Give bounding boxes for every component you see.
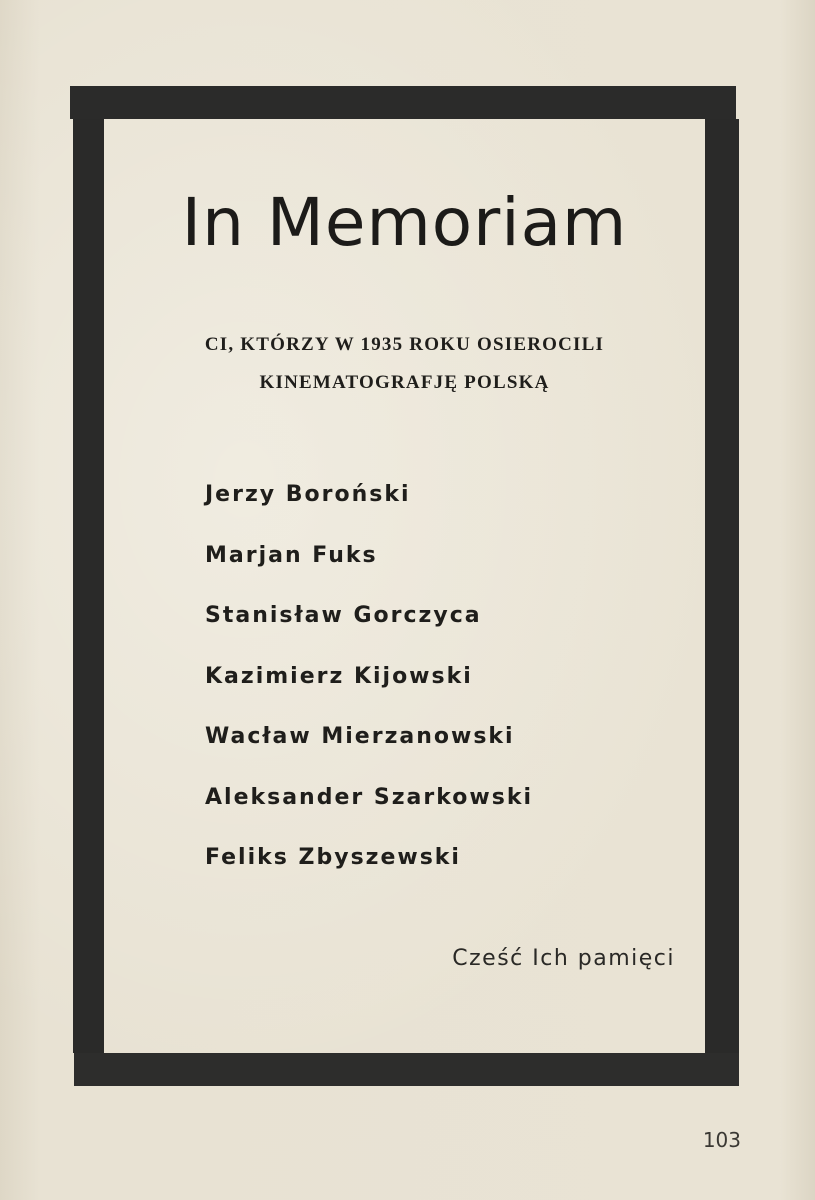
- name-item: Feliks Zbyszewski: [205, 845, 461, 870]
- frame-bottom-border: [74, 1053, 739, 1086]
- frame-right-border: [705, 119, 739, 1053]
- subtitle: [104, 326, 705, 402]
- name-item: Stanisław Gorczyca: [205, 603, 482, 628]
- closing-line: Cześć Ich pamięci: [452, 946, 675, 971]
- frame-left-border: [73, 119, 104, 1053]
- page-number: 103: [702, 1128, 741, 1152]
- name-item: Aleksander Szarkowski: [205, 784, 533, 810]
- names-list: [205, 478, 533, 902]
- page-title: In Memoriam: [181, 184, 628, 261]
- frame-top-border: [70, 86, 736, 119]
- name-item: Marjan Fuks: [205, 542, 378, 568]
- subtitle-line: CI, KTÓRZY W 1935 ROKU OSIEROCILI: [204, 334, 605, 355]
- subtitle-line: KINEMATOGRAFJĘ POLSKĄ: [259, 372, 550, 393]
- name-item: Wacław Mierzanowski: [205, 724, 515, 749]
- name-item: Jerzy Boroński: [205, 482, 411, 507]
- name-item: Kazimierz Kijowski: [205, 663, 473, 689]
